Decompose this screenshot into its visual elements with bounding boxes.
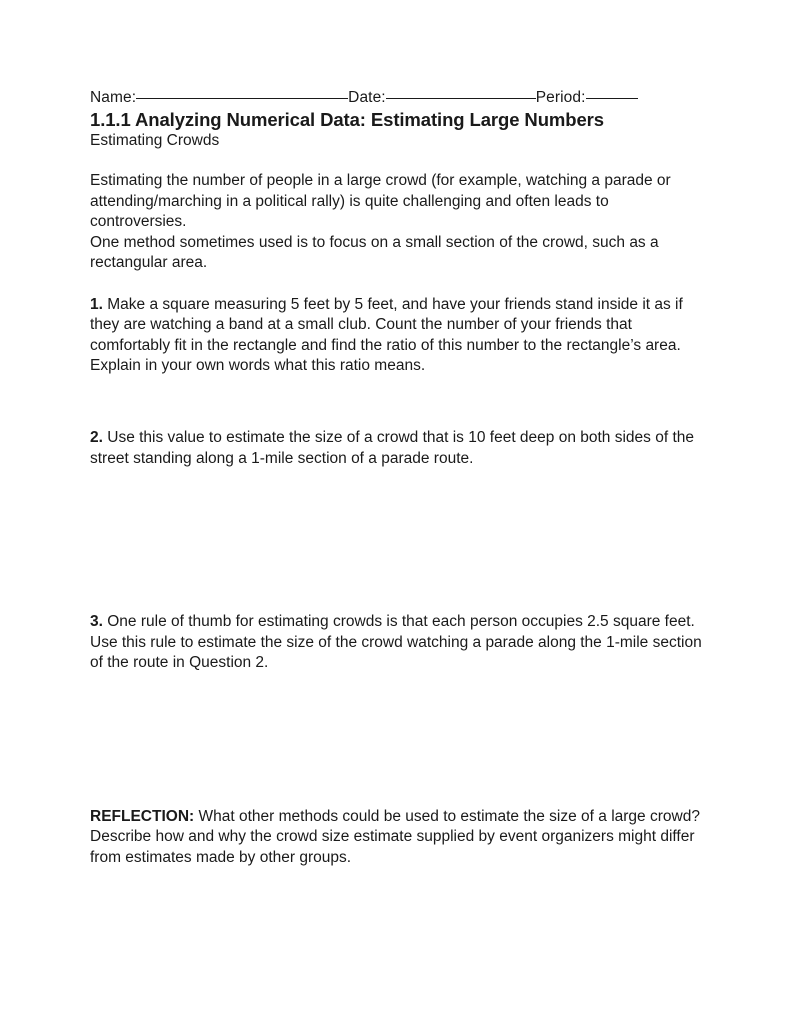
name-field-blank[interactable] [136, 98, 348, 99]
answer-space-2 [90, 469, 702, 612]
intro-paragraph-1: Estimating the number of people in a large crowd (for example, watching a parade or attending/marching in a political rally) is quite challenging and often leads to controversies. [90, 172, 671, 230]
student-info-line [90, 88, 702, 108]
page-subtitle: Estimating Crowds [90, 132, 220, 149]
reflection-question-3: from estimates made by other groups. [90, 848, 352, 866]
question-1 [90, 295, 702, 377]
question-3-number: 3. [90, 613, 103, 630]
reflection-question-1: What other methods could be used to estimate the size of a large crowd? [198, 807, 700, 825]
date-label: Date: [348, 89, 386, 106]
question-1-number: 1. [90, 295, 103, 313]
question-2-text: Use this value to estimate the size of a crowd that is 10 feet deep on both sides of the street standing along a 1-mile section of a parade route. [90, 429, 695, 467]
reflection-prompt [90, 807, 702, 828]
name-label: Name: [90, 89, 137, 106]
answer-space-3 [90, 674, 702, 807]
question-1-text: Make a square measuring 5 feet by 5 feet, and have your friends stand inside it as if they are watching a band at a small club. Count the number of your friends that comfortably fit in the rectangle and find the ratio of this number to the rectangle’s area. Explain in your own words what this ratio means. [90, 295, 683, 374]
period-field-blank[interactable] [586, 98, 638, 99]
reflection-label: REFLECTION: [90, 807, 195, 825]
reflection-question-2: Describe how and why the crowd size estimate supplied by event organizers might differ [90, 828, 695, 845]
answer-space-1 [90, 408, 702, 429]
question-3-text: One rule of thumb for estimating crowds is that each person occupies 2.5 square feet. Use this rule to estimate the size of the crowd watching a parade along the 1-mile section of the route in Question 2. [90, 613, 702, 671]
period-label: Period: [535, 89, 586, 106]
date-field-blank[interactable] [386, 98, 536, 99]
document-content [90, 88, 702, 868]
question-3 [90, 612, 702, 674]
page-title: 1.1.1 Analyzing Numerical Data: Estimating Large Numbers [90, 109, 604, 130]
question-2-number: 2. [90, 429, 103, 446]
intro-paragraph-2: One method sometimes used is to focus on a small section of the crowd, such as a rectangular area. [90, 233, 659, 271]
question-2 [90, 428, 702, 469]
